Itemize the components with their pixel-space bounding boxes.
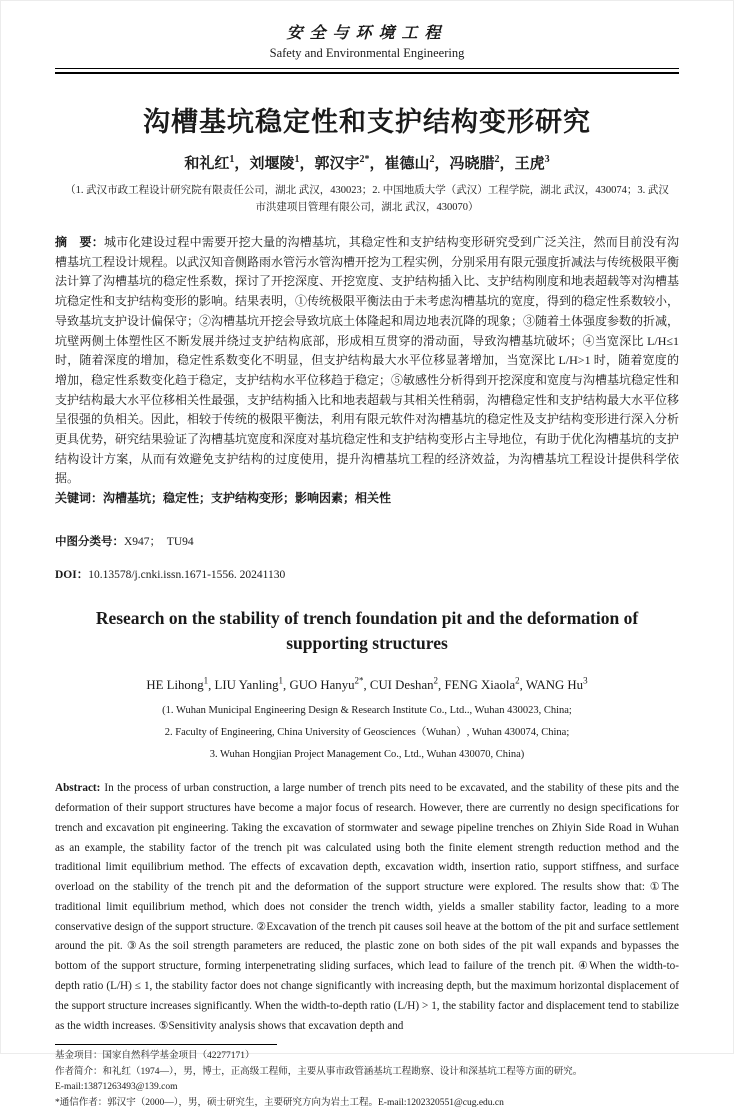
author-en: CUI Deshan$^2$	[369, 675, 439, 693]
clc-line	[55, 533, 679, 549]
author-sup: 1	[229, 154, 235, 165]
author-sup: 2	[429, 154, 435, 165]
header-double-rule	[55, 68, 679, 74]
author-separator: ，	[234, 156, 250, 172]
abstract-cn-label: 摘 要：	[55, 235, 104, 249]
journal-name-en: Safety and Environmental Engineering	[269, 46, 465, 60]
authors-cn	[55, 152, 679, 173]
doi-line	[55, 566, 679, 582]
footnote-author-bio: 作者简介：和礼红（1974—），男，博士，正高级工程师，主要从事市政管涵基坑工程勘察、设计和深基坑工程等方面的研究。	[55, 1066, 583, 1077]
author-cn: 和礼红$^1$	[184, 154, 235, 172]
author-cn: 王虎$^3$	[514, 154, 550, 172]
author-separator: ，	[499, 156, 515, 172]
clc-value: X947； TU94	[124, 535, 194, 548]
author-separator: ，	[299, 156, 315, 172]
author-separator: ,	[363, 678, 370, 693]
author-cn: 郭汉宇$^{2*}$	[314, 154, 370, 172]
affiliation-en-3: 3. Wuhan Hongjian Project Management Co., Ltd., Wuhan 430070, China)	[209, 749, 525, 761]
author-sup: 1	[203, 675, 209, 686]
author-cn: 冯晓腊$^2$	[449, 154, 500, 172]
author-sup: 2	[494, 154, 500, 165]
abstract-en	[55, 779, 679, 1036]
author-separator: ,	[438, 678, 445, 693]
author-en: HE Lihong$^1$	[146, 675, 209, 693]
paper-title-cn: 沟槽基坑稳定性和支护结构变形研究	[143, 107, 591, 137]
keywords-cn	[55, 489, 679, 509]
affiliation-cn: （1. 武汉市政工程设计研究院有限责任公司，湖北 武汉，430023；2. 中国地质大学（武汉）工程学院，湖北 武汉，430074；3. 武汉市洪建项目管理有限公司，湖北 武汉，430070）	[65, 185, 669, 213]
footnote-corresponding-author: *通信作者：郭汉宇（2000—），男，硕士研究生，主要研究方向为岩土工程。E-mail:1202320551@cug.edu.cn	[55, 1097, 504, 1108]
author-en: FENG Xiaola$^2$	[444, 675, 520, 693]
doi-label: DOI：	[55, 568, 89, 581]
authors-en	[55, 676, 679, 693]
footnote-divider	[55, 1044, 277, 1045]
affiliations-en	[55, 700, 679, 766]
author-sup: 3	[544, 154, 550, 165]
author-sup: 2	[515, 675, 520, 686]
affiliation-en-2: 2. Faculty of Engineering, China University of Geosciences（Wuhan）, Wuhan 430074, China;	[164, 727, 570, 739]
author-separator: ，	[369, 156, 385, 172]
keywords-text: 沟槽基坑；稳定性；支护结构变形；影响因素；相关性	[103, 491, 392, 506]
author-separator: ,	[519, 678, 526, 693]
author-separator: ,	[208, 678, 215, 693]
author-sup: 3	[583, 675, 588, 686]
affiliation-en-1: (1. Wuhan Municipal Engineering Design & Research Institute Co., Ltd.., Wuhan 430023, China;	[162, 705, 572, 717]
footnotes	[55, 1049, 679, 1111]
paper-title-en: Research on the stability of trench foundation pit and the deformation of supporting structures	[95, 607, 639, 653]
doi-value: 10.13578/j.cnki.issn.1671-1556. 20241130	[88, 568, 286, 581]
author-en: LIU Yanling$^1$	[214, 675, 284, 693]
keywords-label: 关键词：	[55, 491, 104, 506]
author-sup: 1	[294, 154, 300, 165]
author-en: WANG Hu$^3$	[525, 675, 588, 693]
author-sup: 2*	[354, 675, 364, 686]
author-cn: 刘堰陵$^1$	[249, 154, 300, 172]
author-separator: ，	[434, 156, 450, 172]
author-sup: 2	[433, 675, 439, 686]
footnote-email: E-mail:13871263493@139.com	[55, 1082, 178, 1093]
abstract-en-text: In the process of urban construction, a large number of trench pits need to be excavated, and the stability of these pits and the deformation of their support structures have become a major focus of research. However, there are currently no design specifications for trench and excavation pit engineering. Taking the excavation of stormwater and sewage pipeline trenches on Zhiyin Side Road in Wuhan as an example, the stability factor of the trench pit was calculated using both the finite element strength reduction method and the traditional limit equilibrium method. The effects of excavation depth, excavation width, insertion ratio, support stiffness, and surface overload on the stability of the trench pit and the deformation of the support structure were explored. The results show that: ①The traditional limit equilibrium method, which does not consider the trench width, yields a smaller stability factor, leading to a more conservative design of the support structure. ②Excavation of the trench pit causes soil heave at the bottom of the pit and surface settlement around the pit. ③As the soil strength parameters are reduced, the plastic zone on both sides of the pit wall expands and bypasses the bottom of the support structure, forming interpenetrating sliding surfaces, which lead to failure of the trench pit. ④When the width-to-depth ratio (L/H) ≤ 1, the stability factor does not change significantly with increasing depth, but the maximum horizontal displacement of the support structure increases significantly. When the width-to-depth ratio (L/H) > 1, the stability factor and displacement tend to stabilize as the width increases. ⑤Sensitivity analysis shows that excavation depth and	[55, 782, 679, 1032]
abstract-cn	[55, 233, 679, 489]
footnote-funding: 基金项目：国家自然科学基金项目（42277171）	[55, 1051, 255, 1062]
abstract-cn-text: 城市化建设过程中需要开挖大量的沟槽基坑，其稳定性和支护结构变形研究受到广泛关注，然而目前没有沟槽基坑工程设计规程。以武汉知音侧路雨水管污水管沟槽开挖为工程实例，分别采用有限元强度折减法与传统极限平衡法计算了沟槽基坑的稳定性系数，探讨了开挖深度、开挖宽度、支护结构插入比、支护结构刚度和地表超载等对沟槽基坑稳定性和支护结构变形的影响。结果表明，①传统极限平衡法由于未考虑沟槽基坑的宽度，得到的稳定性系数较小，导致基坑支护设计偏保守；②沟槽基坑开挖会导致坑底土体隆起和周边地表沉降的现象；③随着土体强度参数的折减，坑壁两侧土体塑性区不断发展并绕过支护结构底部，形成相互贯穿的滑动面，导致沟槽基坑破坏；④当宽深比 L/H≤1 时，随着深度的增加，稳定性系数变化不明显，但支护结构最大水平位移显著增加，当宽深比 L/H>1 时，随着宽度的增加，稳定性系数变化趋于稳定，支护结构水平位移趋于稳定；⑤敏感性分析得到开挖深度和宽度与沟槽基坑稳定性和支护结构最大水平位移相关性最强，支护结构插入比和地表超载与其相关性稍弱，沟槽稳定性和支护结构最大水平位移呈很强的负相关。因此，相较于传统的极限平衡法，利用有限元软件对沟槽基坑的稳定性及支护结构变形进行深入分析更具优势，研究结果验证了沟槽基坑宽度和深度对基坑稳定性和支护结构变形占主导地位，有助于优化沟槽基坑的支护结构设计方案，从而有效避免支护结构的过度使用，提升沟槽基坑工程的经济效益，为沟槽基坑工程设计提供科学依据。	[55, 235, 680, 486]
author-separator: ,	[283, 678, 290, 693]
author-cn: 崔德山$^2$	[384, 154, 435, 172]
author-sup: 2*	[359, 154, 370, 165]
journal-name-cn: 安全与环境工程	[286, 23, 448, 42]
abstract-en-label: Abstract:	[55, 782, 101, 795]
author-en: GUO Hanyu$^{2*}$	[289, 675, 364, 693]
clc-label: 中图分类号：	[55, 535, 124, 548]
author-sup: 1	[278, 675, 284, 686]
